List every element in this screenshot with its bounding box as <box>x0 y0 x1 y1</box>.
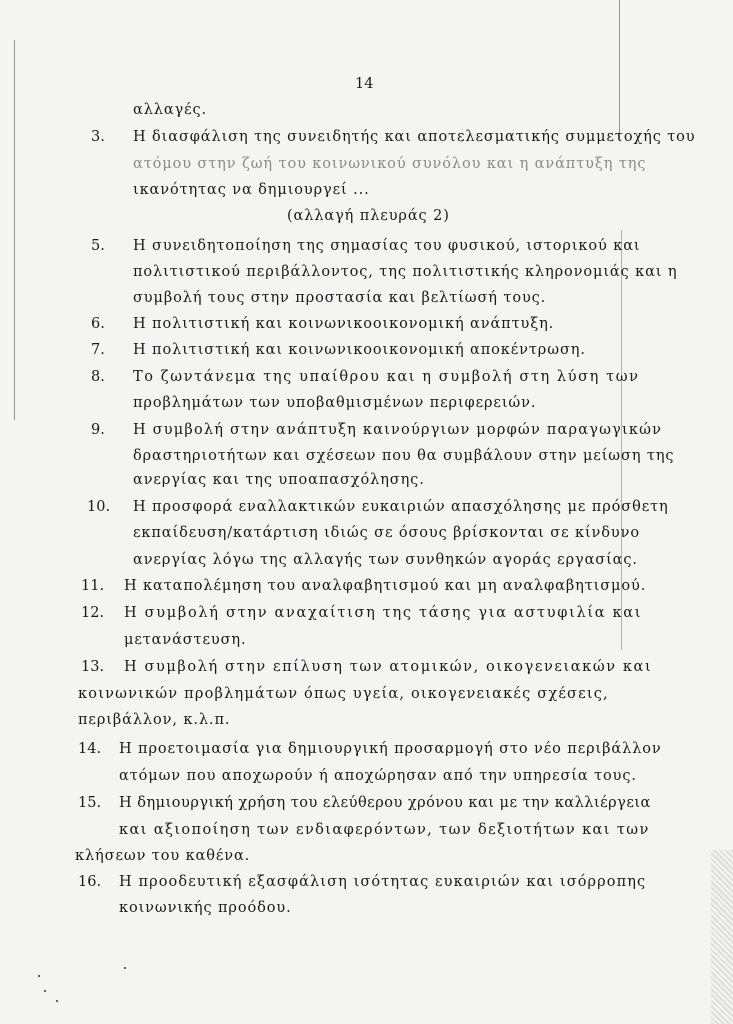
left-scan-edge <box>14 40 15 420</box>
text-line-faded: ατόμου στην ζωή του κοινωνικού συνόλου και η ανάπτυξη της <box>133 156 647 172</box>
speck <box>124 967 126 969</box>
speck <box>38 975 40 977</box>
item-number: 6. <box>91 316 105 332</box>
text-line: Το ζωντάνεμα της υπαίθρου και η συμβολή στη λύση των <box>133 369 640 385</box>
text-line: μετανάστευση. <box>124 632 247 648</box>
text-line: εκπαίδευση/κατάρτιση ιδιώς σε όσους βρίσκονται σε κίνδυνο <box>133 525 640 541</box>
text-line: ατόμων που αποχωρούν ή αποχώρησαν από την υπηρεσία τους. <box>119 768 637 784</box>
text-line: Η προοδευτική εξασφάλιση ισότητας ευκαιριών και ισόρροπης <box>119 874 647 890</box>
text-line: (αλλαγή πλευράς 2) <box>287 208 450 224</box>
item-number: 12. <box>81 605 105 621</box>
item-number: 3. <box>91 129 105 145</box>
text-line: κλήσεων του καθένα. <box>75 848 251 864</box>
text-line: και αξιοποίηση των ενδιαφερόντων, των δεξιοτήτων και των <box>119 822 650 838</box>
text-line: ανεργίας λόγω της αλλαγής των συνθηκών αγοράς εργασίας. <box>133 552 638 568</box>
text-line: Η διασφάλιση της συνειδητής και αποτελεσματικής συμμετοχής του <box>133 129 696 145</box>
item-number: 15. <box>78 795 102 811</box>
item-number: 11. <box>81 578 105 594</box>
text-line: περιβάλλον, κ.λ.π. <box>78 712 231 728</box>
text-line: δραστηριοτήτων και σχέσεων που θα συμβάλουν στην μείωση της <box>133 448 675 464</box>
text-line: ανεργίας και της υποαπασχόλησης. <box>133 472 425 488</box>
text-line: Η πολιτιστική και κοινωνικοοικονομική ανάπτυξη. <box>133 316 555 332</box>
text-line: Η προετοιμασία για δημιουργική προσαρμογή στο νέο περιβάλλον <box>119 741 662 757</box>
scan-noise <box>711 850 733 1024</box>
text-line: προβλημάτων των υποβαθμισμένων περιφερειών. <box>133 395 537 411</box>
text-line: Η συνειδητοποίηση της σημασίας του φυσικού, ιστορικού και <box>133 238 641 254</box>
text-line: κοινωνικής προόδου. <box>119 900 292 916</box>
text-line: Η πολιτιστική και κοινωνικοοικονομική αποκέντρωση. <box>133 342 586 358</box>
right-scan-edge <box>619 0 620 140</box>
text-line: Η συμβολή στην αναχαίτιση της τάσης για αστυφιλία και <box>124 605 643 621</box>
item-number: 7. <box>91 342 105 358</box>
item-number: 5. <box>91 238 105 254</box>
item-number: 9. <box>91 422 105 438</box>
item-number: 16. <box>78 874 102 890</box>
item-number: 10. <box>87 499 111 515</box>
speck <box>44 990 46 992</box>
text-line: Η δημιουργική χρήση του ελεύθερου χρόνου και με την καλλιέργεια <box>119 795 651 811</box>
text-line: Η καταπολέμηση του αναλφαβητισμού και μη αναλφαβητισμού. <box>124 578 647 594</box>
text-line: συμβολή τους στην προστασία και βελτίωσή τους. <box>133 290 547 306</box>
text-line: Η προσφορά εναλλακτικών ευκαιριών απασχόλησης με πρόσθετη <box>133 499 669 515</box>
page-number: 14 <box>355 76 374 92</box>
text-line: αλλαγές. <box>133 102 208 118</box>
text-line: Η συμβολή στην ανάπτυξη καινούργιων μορφών παραγωγικών <box>133 422 663 438</box>
speck <box>56 1000 58 1002</box>
text-line: Η συμβολή στην επίλυση των ατομικών, οικογενειακών και <box>124 659 653 675</box>
text-line: πολιτιστικού περιβάλλοντος, της πολιτιστικής κληρονομιάς και η <box>133 264 678 280</box>
item-number: 8. <box>91 369 105 385</box>
item-number: 14. <box>78 741 102 757</box>
text-line: κοινωνικών προβλημάτων όπως υγεία, οικογενειακές σχέσεις, <box>78 686 609 702</box>
text-line: ικανότητας να δημιουργεί ... <box>133 182 370 198</box>
item-number: 13. <box>81 659 105 675</box>
